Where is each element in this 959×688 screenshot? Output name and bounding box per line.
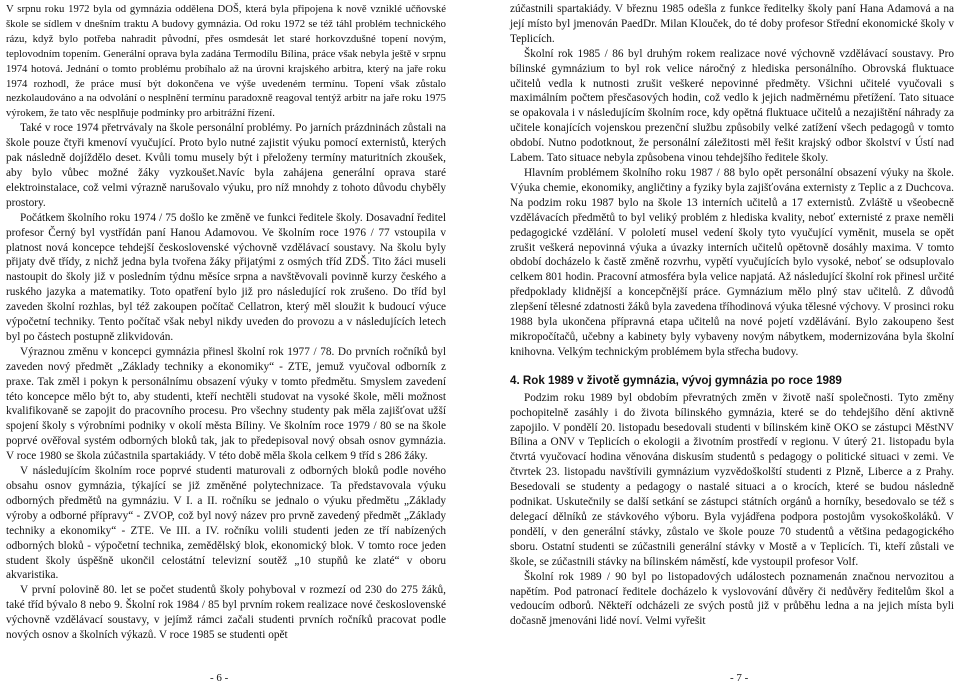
right-paragraph-2: Školní rok 1985 / 86 byl druhým rokem realizace nové výchovně vzdělávací soustavy. Pro bílinské gymnázium to byl rok velice náročný z hlediska personálního. Obrovská fluktuace učitelů vedla k nutnosti zrušit veškeré nepovinné předměty. Všichni učitelé vyučovali s maximálním počtem přesčasových hodin, což vedlo k jejich nadměrnému přetížení. Tato situace se opakovala i v následujícím školním roce, kdy opětná fluktuace učitelů a nezajištění náhrady za učitele konajících vojenskou prezenční službu způsobily velké zatížení všech pedagogů v tomto období. Nutno podotknout, že personální záležitosti měl řešit krajský odbor školství v Ústí nad Labem. Tato situace nebyla způsobena vinou tehdejšího ředitele školy. [510,47,954,165]
left-paragraph-6: V první polovině 80. let se počet studentů školy pohyboval v rozmezí od 230 do 275 žáků, také tříd bývalo 8 nebo 9. Školní rok 1984 / 85 byl prvním rokem realizace nové československé výchovně vzdělávací soustavy, v jejímž rámci začali studenti prvních ročníků pracovat podle nových osnov a školních výkazů. V roce 1985 se studenti opět [6,584,446,642]
left-paragraph-2: Také v roce 1974 přetrvávaly na škole personální problémy. Po jarních prázdninách zůstali na škole pouze čtyři kmenoví vyučující. Proto bylo nutné zajistit výuku pomocí externistů, kterých pak následně dojíždělo deset. Kvůli tomu musely být i přeloženy termíny maturitních zkoušek, aby bylo vůbec možné žáky vyzkoušet.Navíc byla zahájena generální oprava staré elektroinstalace, což velmi výrazně narušovalo výuku, pro níž mnohdy z tohoto důvodu chyběly prostory. [6,122,446,209]
left-page-number: - 6 - [210,672,229,684]
left-paragraph-3: Počátkem školního roku 1974 / 75 došlo ke změně ve funkci ředitele školy. Dosavadní ředitel profesor Černý byl vystřídán paní Hanou Adamovou. Ve školním roce 1976 / 77 vstoupila v platnost nová koncepce tehdejší československé výchovně vzdělávací soustavy. Na školu byly přijaty dvě třídy, z nichž jedna byla tvořena žáky přijatými z osmých tříd ZDŠ. Tito žáci museli nastoupit do školy již v posledním týdnu měsíce srpna a navštěvovali povinně kurzy českého a ruského jazyka a matematiky. Toto opatření bylo již pro následující rok zrušeno. Do tříd byl zaveden školní rozhlas, byl též zakoupen počítač Cellatron, který měl sloužit k budoucí výuce výpočetní techniky. Tento počítač však nebyl nikdy uveden do provozu a v následujících letech byl po částech postupně zlikvidován. [6,211,446,343]
left-paragraph-5: V následujícím školním roce poprvé studenti maturovali z odborných bloků podle nového obsahu osnov gymnázia, týkající se již změněné polytechnizace. Ta představovala výuku odborných předmětů na gymnáziu. V I. a II. ročníku se jednalo o výuku předmětu „Základy výroby a odborné přípravy“ - ZVOP, což byl nový název pro prvně zavedený předmět „Základy techniky a ekonomiky“ - ZTE. Ve III. a IV. ročníku volili studenti jeden ze tří nabízených odborných bloků - výpočetní technika, zemědělský blok, ekonomický blok. V tomto roce jeden student školy úspěšně ukončil celostátní televizní soutěž „10 stupňů ke zlaté“ v oboru akvaristika. [6,465,446,582]
left-paragraph-4: Výraznou změnu v koncepci gymnázia přinesl školní rok 1977 / 78. Do prvních ročníků byl zaveden nový předmět „Základy techniky a ekonomiky“ - ZTE, jemuž vyučoval odborník z praxe. Tak změl i pokyn k personálnímu obsazení výuky v tomto předmětu. Smyslem zavedení této koncepce mělo být to, aby studenti, kteří nechtěli studovat na vysoké škole, měli možnost kvalifikovaně se zapojit do pracovního procesu. Pro všechny studenty pak měla zajišťovat užší spojení školy s výrobními podniky v okolí města Bíliny. Ve školním roce 1979 / 80 se na škole poprvé ověřoval systém odborných bloků tak, jak to předepisoval nový obsah osnov gymnázia. V roce 1980 se škola zúčastnila spartakiády. V této době měla škola celkem 9 tříd s 286 žáky. [6,345,446,463]
right-paragraph-1: zúčastnili spartakiády. V březnu 1985 odešla z funkce ředitelky školy paní Hana Adamová a na její místo byl jmenován PaedDr. Milan Klouček, do té doby profesor Střední ekonomické školy v Teplicích. [510,3,954,45]
left-paragraph-1: V srpnu roku 1972 byla od gymnázia oddělena DOŠ, která byla připojena k nově vzniklé učňovské škole se sídlem v dnešním traktu A budovy gymnázia. Od roku 1972 se též táhl problém technického rázu, když bylo potřeba nahradit původní, přes osmdesát let staré horkovzdušné topení novým, teplovodním topením. Generální oprava byla zadána Termodílu Bílina, práce však nebyla ještě v srpnu 1974 hotová. Jednání o tomto problému probíhalo až na úrovni krajského arbitra, který na jaře roku 1974 rozhodl, že práce musí být dokončena ve výše uvedeném termínu. Topení však zůstalo nezkolaudováno a na odvolání o nesplnění termínu paradoxně reagoval tentýž arbitr na jaře roku 1975 výrokem, že tato věc nesplňuje podmínky pro arbitrážní řízení. [6,3,446,120]
right-page-column [510,2,954,629]
right-paragraph-4: Podzim roku 1989 byl obdobím převratných změn v životě naší společnosti. Tyto změny pochopitelně zasáhly i do života bílinského gymnázia, které se do tehdejšího dění aktivně zapojilo. V pondělí 20. listopadu besedovali studenti v bílinském kině OKO se zástupci MěstNV Bílina a ONV v Teplicích o ekologii a životním prostředí v regionu. V úterý 21. listopadu byla čtvrtá vyučovací hodina věnována diskusím studentů s pedagogy o politické situaci v zemi. Ve čtvrtek 23. listopadu navštívili gymnázium vyzvědoškolští studenti z Plzně, Liberce a z Prahy. Besedovali se studenty a pedagogy o nastalé situaci a o krocích, které se budou následně podnikat. Uskutečnily se další setkání se zástupci státních orgánů a horníky, besedovalo se též s delegací dělníků ze stávkového výboru. Byla vyjádřena podpora postojům vysokoškoláků. V pondělí, v den generální stávky, zůstalo ve škole pouze 70 studentů a většina pedagogického sboru. Ostatní studenti se zúčastnili generální stávky v Mostě a v Teplicích. Ti, kteří zůstali ve škole, se zúčastnili stávky na bílinském náměstí, kde vystoupil profesor Volf. [510,391,954,568]
right-paragraph-5: Školní rok 1989 / 90 byl po listopadových událostech poznamenán značnou nervozitou a napětím. Pod patronací ředitele docházelo k vyslovování důvěry či nedůvěry ředitelům škol a vedoucím odborů. Někteří odcházeli ze svých postů již v průběhu ledna a na jejich místa byli dočasně jmenováni lidé noví. Velmi vyřešit [510,570,954,628]
section-heading: 4. Rok 1989 v životě gymnázia, vývoj gymnázia po roce 1989 [510,373,842,387]
left-page-column [6,2,446,643]
right-paragraph-3: Hlavním problémem školního roku 1987 / 88 bylo opět personální obsazení výuky na škole. Výuka chemie, ekonomiky, angličtiny a fyziky byla zajišťována externisty z Teplic a z Duchcova. Na podzim roku 1987 bylo na škole 13 interních učitelů a 17 externistů. Zvláště u všeobecně vzdělávacích předmětů to byl veliký problém z hlediska kvality, neboť externisté z praxe neměli pedagogické vzdělání. V pololetí musel vedení školy tyto vyučující vyměnit, musela se opět zrušit veškerá nepovinná výuka a úvazky interních učitelů opětovně dosáhly maxima. V tomto období docházelo k častě změně rozvrhu, vypětí vyučujících bylo vysoké, neboť se odsuplovalo celkem 801 hodin. Pracovní atmosféra byla velice napjatá. Až následující školní rok přinesl určité předpoklady klidnější a koncepčnější práce. Gymnázium mělo plný stav učitelů. Z důvodů zlepšení tělesné zdatnosti žáků byla zavedena tříhodinová výuka tělesné výchovy. V prosinci roku 1988 byla ukončena přípravná etapa učitelů na nové pojetí vzdělávání. Bylo zakoupeno šest mikropočítačů, učebny a kabinety byly vybaveny novým nábytkem, modernizována byla školní knihovna. Velkým technickým problémem byla střecha budovy. [510,166,954,358]
right-page-number: - 7 - [730,672,749,684]
